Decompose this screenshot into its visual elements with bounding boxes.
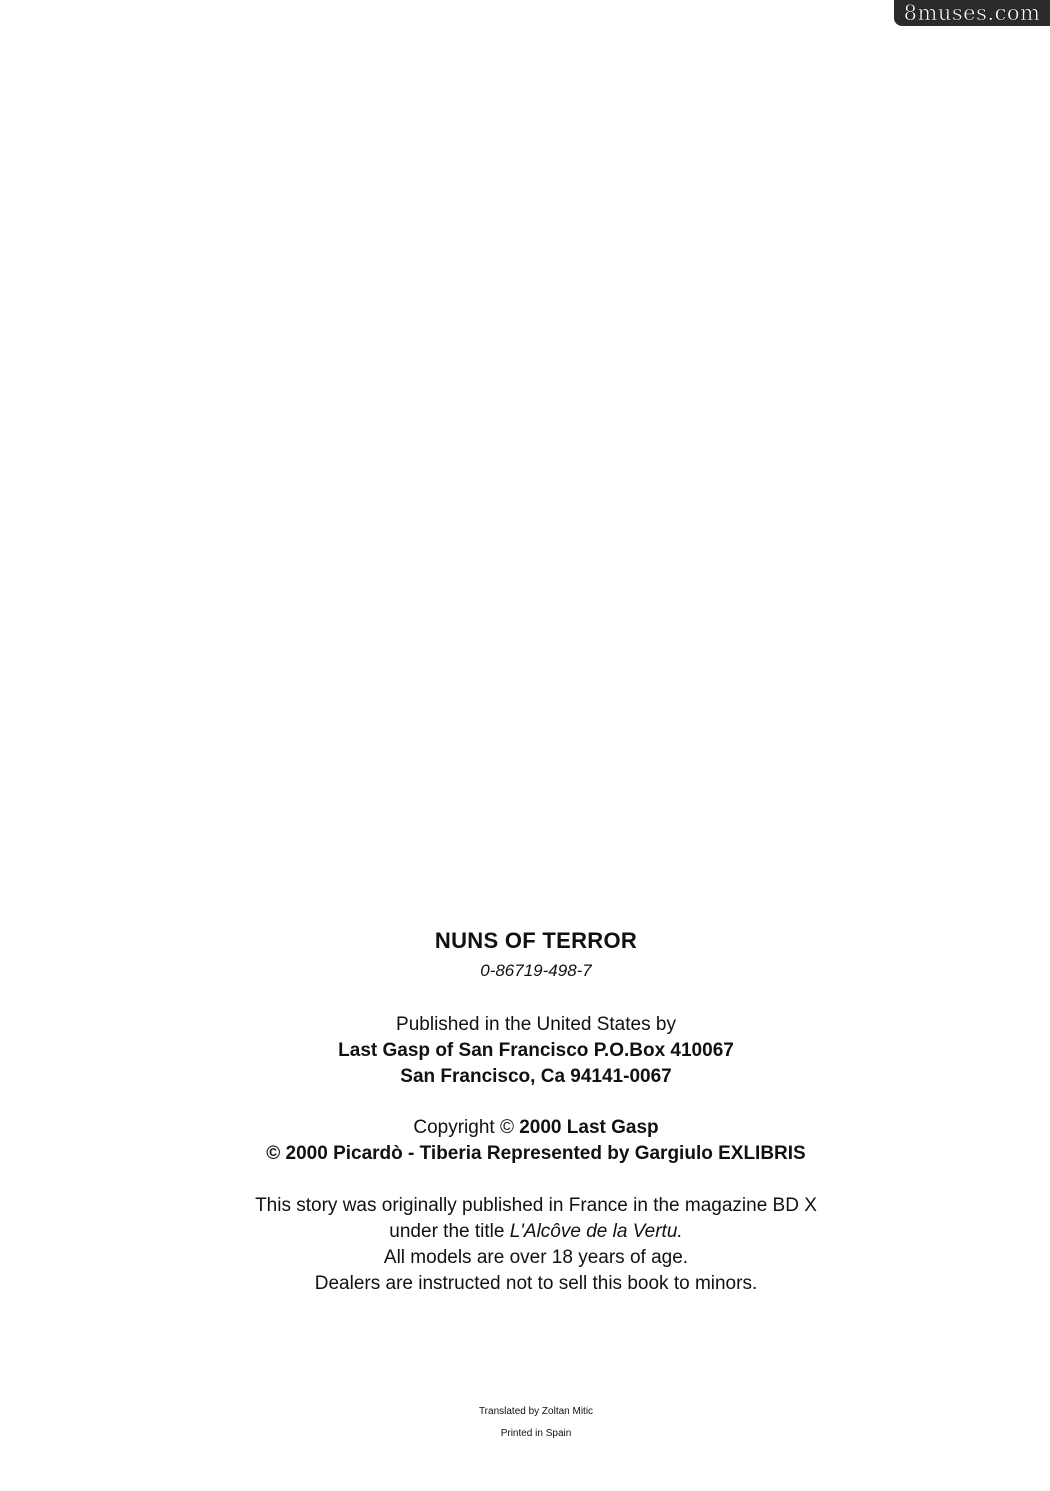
publication-notice bbox=[0, 1193, 1050, 1297]
book-title: NUNS OF TERROR bbox=[434, 928, 638, 953]
copyright-prefix: Copyright © bbox=[413, 1117, 520, 1138]
site-watermark bbox=[894, 0, 1050, 26]
publisher-block bbox=[0, 1012, 1050, 1090]
notice-line-4: Dealers are instructed not to sell this book to minors. bbox=[314, 1273, 758, 1294]
translator-credit: Translated by Zoltan Mitic bbox=[478, 1406, 594, 1417]
copyright-line-1 bbox=[0, 1115, 1050, 1141]
credits-block bbox=[0, 1401, 1050, 1445]
watermark-text: 8muses.com bbox=[903, 0, 1041, 25]
publisher-name-line: Last Gasp of San Francisco P.O.Box 410067 bbox=[338, 1040, 734, 1061]
published-intro: Published in the United States by bbox=[396, 1014, 676, 1035]
notice-line-2 bbox=[0, 1219, 1050, 1245]
original-title: L'Alcôve de la Vertu. bbox=[509, 1221, 683, 1242]
copyright-holder: 2000 Last Gasp bbox=[519, 1117, 659, 1138]
copyright-block bbox=[0, 1115, 1050, 1167]
publisher-address-line: San Francisco, Ca 94141-0067 bbox=[400, 1066, 672, 1087]
copyright-line-2: © 2000 Picardò - Tiberia Represented by Gargiulo EXLIBRIS bbox=[266, 1143, 806, 1164]
isbn-number: 0-86719-498-7 bbox=[480, 961, 592, 980]
printed-in: Printed in Spain bbox=[500, 1428, 572, 1439]
notice-line-1: This story was originally published in France in the magazine BD X bbox=[255, 1195, 817, 1216]
notice-line-3: All models are over 18 years of age. bbox=[383, 1247, 689, 1268]
notice-line-2-prefix: under the title bbox=[389, 1221, 510, 1242]
